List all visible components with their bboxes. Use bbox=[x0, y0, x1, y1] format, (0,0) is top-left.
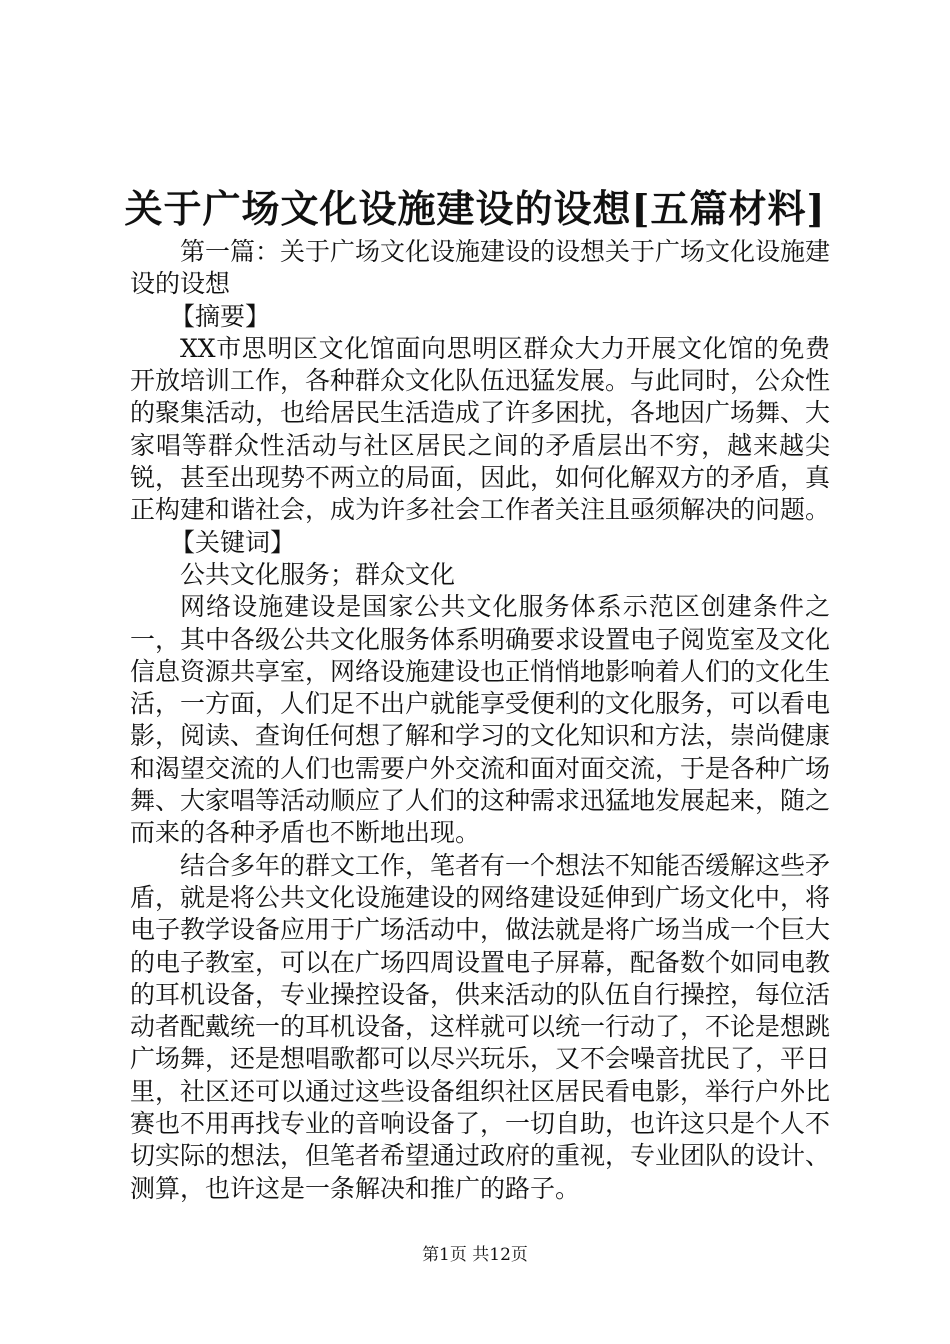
section-heading-paragraph: 第一篇：关于广场文化设施建设的设想关于广场文化设施建设的设想 bbox=[130, 237, 831, 299]
abstract-label: 【摘要】 bbox=[170, 301, 271, 331]
abstract-paragraph: XX市思明区文化馆面向思明区群众大力开展文化馆的免费开放培训工作，各种群众文化队伍迅猛发展。与此同时，公众性的聚集活动，也给居民生活造成了许多困扰，各地因广场舞、大家唱等群众性活动与社区居民之间的矛盾层出不穷，越来越尖锐，甚至出现势不两立的局面，因此，如何化解双方的矛盾，真正构建和谐社会，成为许多社会工作者关注且亟须解决的问题。 bbox=[130, 333, 831, 525]
keywords-paragraph: 公共文化服务；群众文化 bbox=[180, 559, 456, 589]
page-footer: 第1页 共12页 bbox=[422, 1245, 528, 1265]
body-paragraph-network: 网络设施建设是国家公共文化服务体系示范区创建条件之一，其中各级公共文化服务体系明确要求设置电子阅览室及文化信息资源共享室，网络设施建设也正悄悄地影响着人们的文化生活，一方面，人们足不出户就能享受便利的文化服务，可以看电影，阅读、查询任何想了解和学习的文化知识和方法，崇尚健康和渴望交流的人们也需要户外交流和面对面交流，于是各种广场舞、大家唱等活动顺应了人们的这种需求迅猛地发展起来，随之而来的各种矛盾也不断地出现。 bbox=[130, 592, 831, 848]
keywords-label: 【关键词】 bbox=[170, 527, 296, 557]
document-title: 关于广场文化设施建设的设想[五篇材料] bbox=[124, 186, 826, 231]
body-paragraph-proposal: 结合多年的群文工作，笔者有一个想法不知能否缓解这些矛盾，就是将公共文化设施建设的网络建设延伸到广场文化中，将电子教学设备应用于广场活动中，做法就是将广场当成一个巨大的电子教室，可以在广场四周设置电子屏幕，配备数个如同电教的耳机设备，专业操控设备，供来活动的队伍自行操控，每位活动者配戴统一的耳机设备，这样就可以统一行动了，不论是想跳广场舞，还是想唱歌都可以尽兴玩乐，又不会噪音扰民了，平日里，社区还可以通过这些设备组织社区居民看电影，举行户外比赛也不用再找专业的音响设备了，一切自助，也许这只是个人不切实际的想法，但笔者希望通过政府的重视，专业团队的设计、测算，也许这是一条解决和推广的路子。 bbox=[130, 850, 831, 1203]
document-body bbox=[130, 236, 830, 1205]
